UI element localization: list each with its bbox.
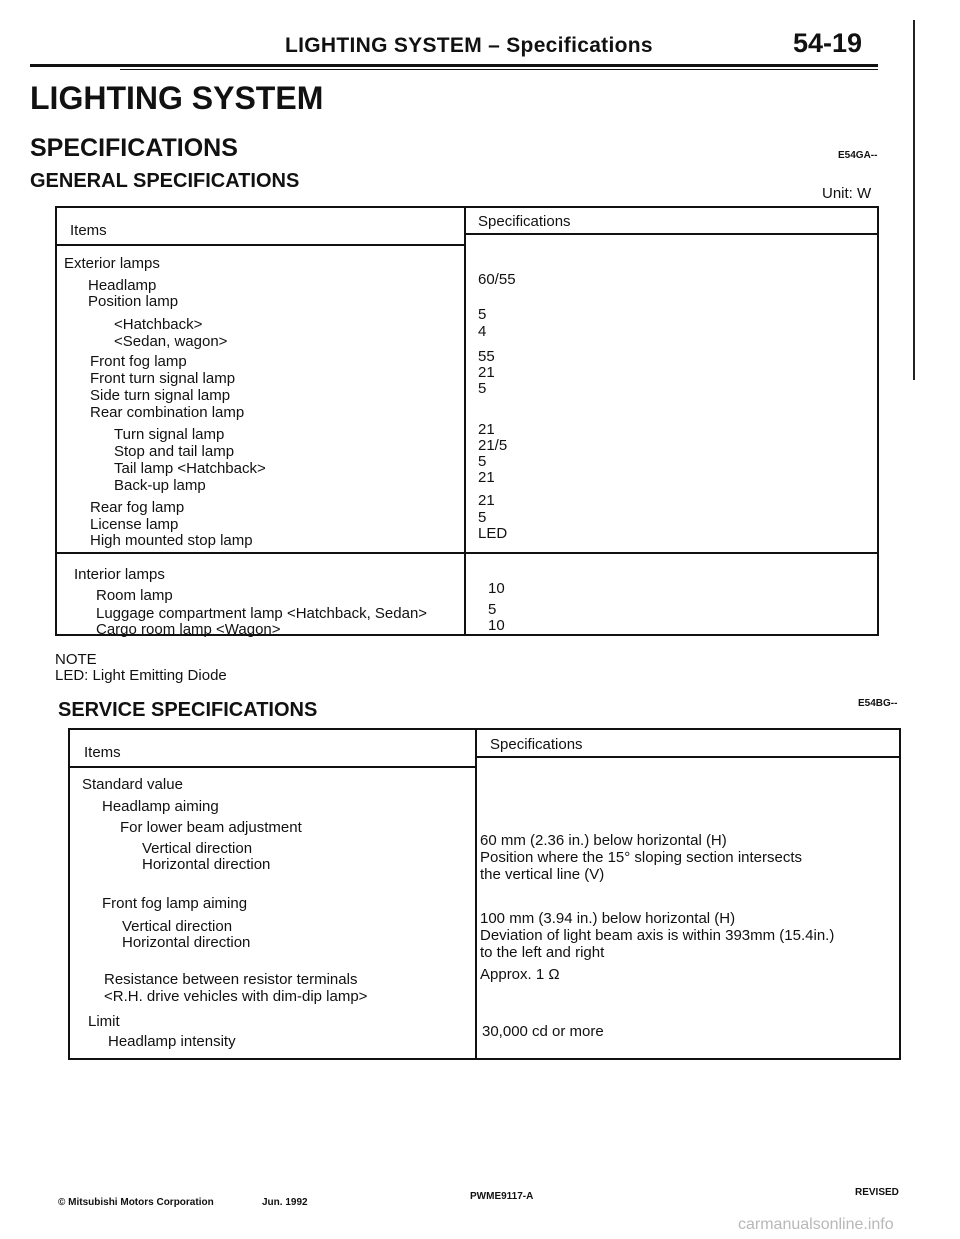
col-items-header: Items [84,744,121,761]
list-item: Room lamp [96,587,173,604]
list-item: License lamp [90,516,179,533]
spec-value: Approx. 1 Ω [480,966,560,983]
table-column-divider [475,728,477,1058]
spec-value: 21 [478,469,495,486]
footer-doc-code: PWME9117-A [470,1191,534,1202]
col-items-header: Items [70,222,107,239]
spec-value: 5 [478,453,487,470]
list-item: Front fog lamp [90,353,187,370]
list-item: Headlamp intensity [108,1033,236,1050]
watermark-text: carmanualsonline.info [738,1216,894,1233]
list-item: High mounted stop lamp [90,532,253,549]
unit-label: Unit: W [822,185,872,202]
list-item: Vertical direction [142,840,253,857]
list-item: Interior lamps [74,566,165,583]
list-item: For lower beam adjustment [120,819,302,836]
list-item: Vertical direction [122,918,233,935]
list-item: Stop and tail lamp [114,443,235,460]
spec-value: 21 [478,364,495,381]
footer-date: Jun. 1992 [262,1197,308,1208]
list-item: Resistance between resistor terminals [104,971,358,988]
table-header-rule [55,244,466,246]
service-spec-table [68,728,901,1060]
spec-value: 55 [478,348,495,365]
spec-value: 21/5 [478,437,508,454]
footer-revised: REVISED [855,1187,899,1198]
running-header-title: LIGHTING SYSTEM – Specifications [285,34,653,57]
list-item: Tail lamp <Hatchback> [114,460,266,477]
note-label: NOTE [55,651,97,668]
list-item: Headlamp [88,277,157,294]
note-text: LED: Light Emitting Diode [55,667,227,684]
spec-value: 30,000 cd or more [482,1023,604,1040]
spec-value: 5 [478,306,487,323]
spec-value: 5 [478,380,487,397]
document-title: LIGHTING SYSTEM [30,80,324,116]
list-item: <Hatchback> [114,316,203,333]
list-item: Horizontal direction [122,934,251,951]
list-item: Side turn signal lamp [90,387,231,404]
list-item: Position lamp [88,293,179,310]
spec-value: Deviation of light beam axis is within 393mm (15.4in.) [480,927,835,944]
service-section-code: E54BG-- [858,698,898,709]
list-item: Front turn signal lamp [90,370,236,387]
table-row-divider [55,552,877,554]
list-item: Back-up lamp [114,477,206,494]
list-item: Limit [88,1013,120,1030]
list-item: Turn signal lamp [114,426,225,443]
list-item: <R.H. drive vehicles with dim-dip lamp> [104,988,368,1005]
list-item: <Sedan, wagon> [114,333,228,350]
spec-value: the vertical line (V) [480,866,605,883]
spec-value: 21 [478,492,495,509]
list-item: Cargo room lamp <Wagon> [96,621,281,638]
spec-value: to the left and right [480,944,605,961]
general-spec-table [55,206,879,636]
spec-value: 10 [488,617,505,634]
list-item: Exterior lamps [64,255,160,272]
section-title: SPECIFICATIONS [30,134,238,162]
spec-value: Position where the 15° sloping section intersects [480,849,803,866]
table-header-rule [464,233,877,235]
list-item: Headlamp aiming [102,798,219,815]
page-edge-line [913,20,915,380]
spec-value: 5 [478,509,487,526]
spec-value: 5 [488,601,497,618]
header-rule [30,64,878,67]
table-column-divider [464,206,466,634]
list-item: Horizontal direction [142,856,271,873]
table-header-rule [68,766,477,768]
section-code: E54GA-- [838,150,878,161]
header-rule-thin [120,69,878,70]
spec-value: 100 mm (3.94 in.) below horizontal (H) [480,910,736,927]
spec-value: 60 mm (2.36 in.) below horizontal (H) [480,832,727,849]
spec-value: 60/55 [478,271,516,288]
list-item: Rear combination lamp [90,404,245,421]
spec-value: 21 [478,421,495,438]
list-item: Luggage compartment lamp <Hatchback, Sedan> [96,605,428,622]
list-item: Front fog lamp aiming [102,895,248,912]
spec-value: 10 [488,580,505,597]
col-specs-header: Specifications [478,213,571,230]
table-header-rule [475,756,899,758]
service-spec-title: SERVICE SPECIFICATIONS [58,699,318,721]
spec-value: 4 [478,323,487,340]
spec-value: LED [478,525,508,542]
footer-copyright: © Mitsubishi Motors Corporation [58,1197,214,1208]
list-item: Rear fog lamp [90,499,185,516]
list-item: Standard value [82,776,183,793]
col-specs-header: Specifications [490,736,583,753]
general-spec-title: GENERAL SPECIFICATIONS [30,170,300,192]
page-number: 54-19 [793,28,863,58]
